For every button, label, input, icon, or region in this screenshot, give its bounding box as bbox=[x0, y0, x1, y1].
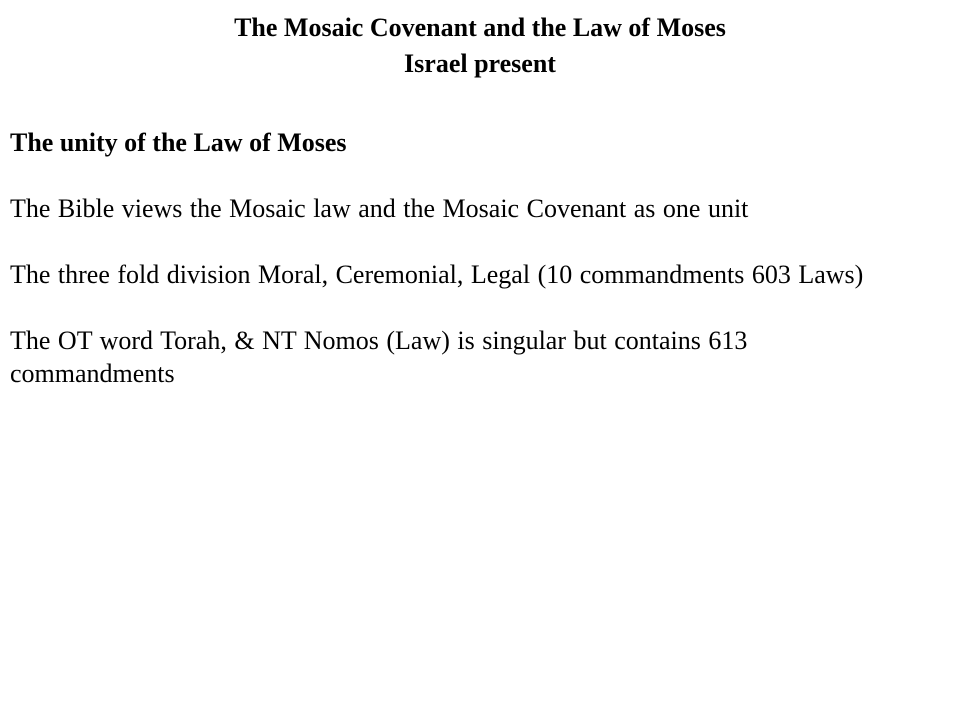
paragraph-threefold-division: The three fold division Moral, Ceremonial, Legal (10 commandments 603 Laws) bbox=[10, 260, 864, 289]
section-heading: The unity of the Law of Moses bbox=[10, 128, 347, 157]
paragraph-mosaic-unit: The Bible views the Mosaic law and the Mosaic Covenant as one unit bbox=[10, 194, 749, 223]
slide-title: The Mosaic Covenant and the Law of Moses bbox=[234, 13, 726, 42]
slide-body bbox=[10, 126, 910, 423]
title-block bbox=[0, 10, 960, 82]
paragraph-torah-nomos: The OT word Torah, & NT Nomos (Law) is singular but contains 613 commandments bbox=[10, 326, 748, 388]
slide-subtitle: Israel present bbox=[404, 49, 556, 78]
